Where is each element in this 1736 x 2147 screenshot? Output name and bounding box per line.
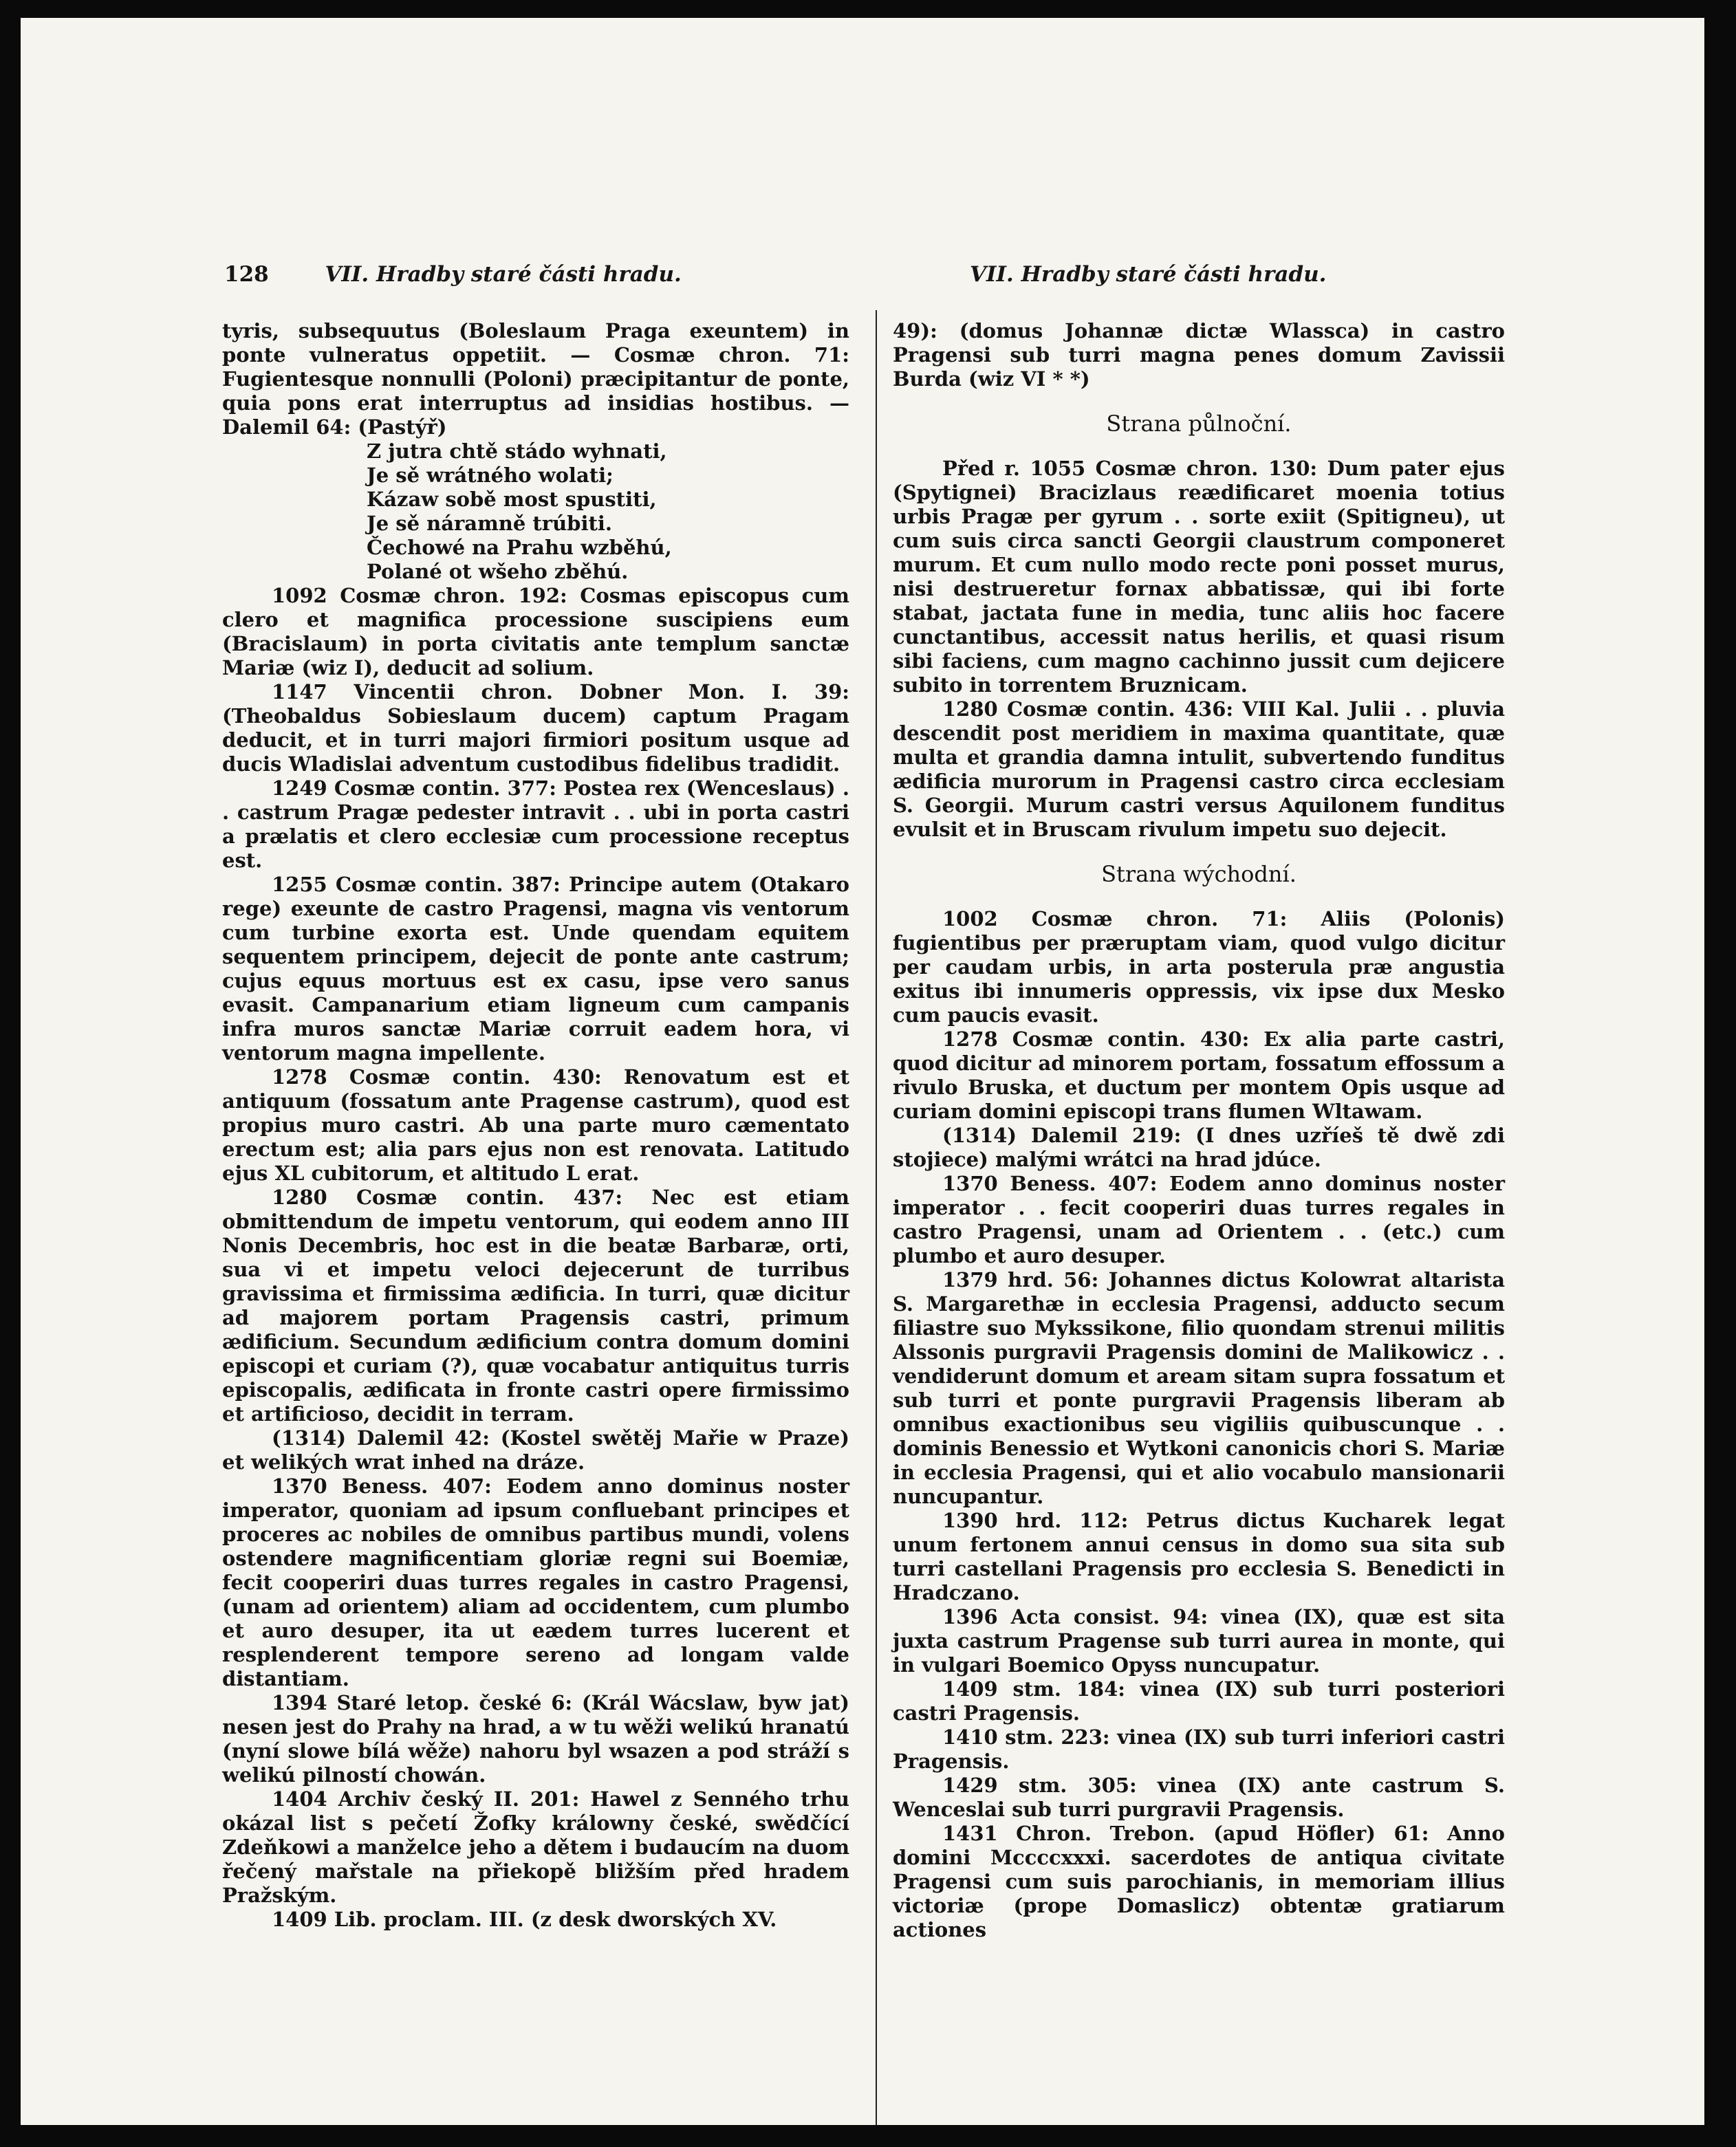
paragraph: (1314) Dalemil 42: (Kostel swětěj Mařie w Praze) et welikých wrat inhed na dráze.	[222, 1426, 849, 1474]
verse-line: Je sě náramně trúbiti.	[367, 512, 612, 535]
paragraph: 1404 Archiv český II. 201: Hawel z Senného trhu okázal list s pečetí Žofky králowny české, swědčící Zdeňkowi a manželce jeho a dětem i budaucím na duom řečený mařstale na přiekopě bližším před hradem Pražským.	[222, 1787, 849, 1907]
column-divider	[876, 310, 877, 2125]
paragraph: 1280 Cosmæ contin. 436: VIII Kal. Julii . . pluvia descendit post meridiem in maxima quantitate, quæ multa et grandia damna intulit, subvertendo funditus ædificia murorum in Pragensi castro circa ecclesiam S. Georgii. Murum castri versus Aquilonem funditus evulsit et in Bruscam rivulum impetu suo dejecit.	[893, 697, 1505, 841]
verse-block	[367, 439, 849, 584]
paragraph: 1396 Acta consist. 94: vinea (IX), quæ est sita juxta castrum Pragense sub turri aurea in monte, qui in vulgari Boemico Opyss nuncupatur.	[893, 1605, 1505, 1677]
paragraph: 1379 hrd. 56: Johannes dictus Kolowrat altarista S. Margarethæ in ecclesia Pragensi, adducto secum filiastre suo Mykssikone, filio quondam strenui militis Alssonis purgravii Pragensis domini de Malikowicz . . vendiderunt domum et aream sitam supra fossatum et sub turri et ponte purgravii Pragensis liberam ab omnibus exactionibus seu vigiliis quibuscunque . . dominis Benessio et Wytkoni canonicis chori S. Mariæ in ecclesia Pragensi, qui et alio vocabulo mansionarii nuncupantur.	[893, 1268, 1505, 1508]
section-heading-east: Strana wýchodní.	[1101, 861, 1296, 887]
header-title-right: VII. Hradby staré části hradu.	[970, 262, 1327, 287]
paragraph: 1278 Cosmæ contin. 430: Ex alia parte castri, quod dicitur ad minorem portam, fossatum effossum a rivulo Bruska, et ductum per montem Opis usque ad curiam domini episcopi trans flumen Wltawam.	[893, 1027, 1505, 1123]
paragraph: 1429 stm. 305: vinea (IX) ante castrum S. Wenceslai sub turri purgravii Pragensis.	[893, 1774, 1505, 1821]
page-number: 128	[224, 262, 269, 287]
paragraph: 1394 Staré letop. české 6: (Král Wácslaw, byw jat) nesen jest do Prahy na hrad, a w tu wěži welikú hranatú (nyní slowe bílá wěže) nahoru byl wsazen a pod stráží s welikú pilností chowán.	[222, 1691, 849, 1787]
paragraph: Před r. 1055 Cosmæ chron. 130: Dum pater ejus (Spytignei) Bracizlaus reædificaret moenia totius urbis Pragæ per gyrum . . sorte exiit (Spitigneu), ut cum suis circa sancti Georgii claustrum componeret murum. Et cum nullo modo recte poni posset murus, nisi destrueretur fornax abbatissæ, qui ibi forte stabat, jactata fune in media, tunc aliis hoc facere cunctantibus, accessit natus herilis, et quasi risum sibi faciens, cum magno cachinno jussit cum dejicere subito in torrentem Bruznicam.	[893, 457, 1505, 697]
section-heading-north: Strana půlnoční.	[1106, 411, 1292, 437]
paragraph: (1314) Dalemil 219: (I dnes uzříeš tě dwě zdi stojiece) malými wrátci na hrad jdúce.	[893, 1124, 1505, 1171]
running-header-right	[970, 262, 1326, 287]
verse-line: Čechowé na Prahu wzběhú,	[367, 536, 672, 559]
verse-line: Kázaw sobě most spustiti,	[367, 488, 657, 511]
left-column	[222, 319, 849, 1932]
paragraph: 1092 Cosmæ chron. 192: Cosmas episcopus cum clero et magnifica processione suscipiens eum (Bracislaum) in porta civitatis ante templum sanctæ Mariæ (wiz I), deducit ad solium.	[222, 584, 849, 679]
verse-line: Je sě wrátného wolati;	[367, 464, 614, 487]
verse-line: Z jutra chtě stádo wyhnati,	[367, 439, 667, 463]
paragraph: 1370 Beness. 407: Eodem anno dominus noster imperator . . fecit cooperiri duas turres regales in castro Pragensi, unam ad Orientem . . (etc.) cum plumbo et auro desuper.	[893, 1172, 1505, 1267]
running-header-left	[224, 262, 682, 287]
paragraph: 1280 Cosmæ contin. 437: Nec est etiam obmittendum de impetu ventorum, qui eodem anno III Nonis Decembris, hoc est in die beatæ Barbaræ, orti, sua vi et impetu veloci dejecerunt de turribus gravissima et firmissima ædificia. In turri, quæ dicitur ad majorem portam Pragensis castri, primum ædificium. Secundum ædificium contra domum domini episcopi et curiam (?), quæ vocabatur antiquitus turris episcopalis, ædificata in fronte castri opere firmissimo et artificioso, decidit in terram.	[222, 1186, 849, 1426]
paragraph: 1249 Cosmæ contin. 377: Postea rex (Wenceslaus) . . castrum Pragæ pedester intravit . . ubi in porta castri a prælatis et clero ecclesiæ cum processione receptus est.	[222, 776, 849, 872]
paragraph: 1390 hrd. 112: Petrus dictus Kucharek legat unum fertonem annui census in domo sua sita sub turri castellani Pragensis pro ecclesia S. Benedicti in Hradczano.	[893, 1509, 1505, 1604]
verse-line: Polané ot wšeho zběhú.	[367, 560, 629, 583]
right-column	[893, 319, 1505, 1942]
paragraph: 1278 Cosmæ contin. 430: Renovatum est et antiquum (fossatum ante Pragense castrum), quod est propius muro castri. Ab una parte muro cæmentato erectum est; alia pars ejus non est renovata. Latitudo ejus XL cubitorum, et altitudo L erat.	[222, 1065, 849, 1185]
paragraph: 1147 Vincentii chron. Dobner Mon. I. 39: (Theobaldus Sobieslaum ducem) captum Pragam deducit, et in turri majori firmiori positum usque ad ducis Wladislai adventum custodibus fidelibus tradidit.	[222, 680, 849, 776]
paragraph: 1409 Lib. proclam. III. (z desk dworských XV.	[272, 1908, 777, 1931]
scanned-page	[21, 18, 1704, 2125]
paragraph: 1255 Cosmæ contin. 387: Principe autem (Otakaro rege) exeunte de castro Pragensi, magna vis ventorum cum turbine exorta est. Unde quendam equitem sequentem principem, dejecit de ponte ante castrum; cujus equus mortuus est ex casu, ipse vero sanus evasit. Campanarium etiam ligneum cum campanis infra muros sanctæ Mariæ corruit eadem hora, vi ventorum magna impellente.	[222, 873, 849, 1065]
paragraph: 1409 stm. 184: vinea (IX) sub turri posteriori castri Pragensis.	[893, 1677, 1505, 1725]
header-title-left: VII. Hradby staré části hradu.	[325, 262, 682, 287]
paragraph: 1370 Beness. 407: Eodem anno dominus noster imperator, quoniam ad ipsum confluebant principes et proceres ac nobiles de omnibus partibus mundi, volens ostendere magnificentiam gloriæ regni sui Boemiæ, fecit cooperiri duas turres regales in castro Pragensi, (unam ad orientem) aliam ad occidentem, cum plumbo et auro desuper, ita ut eædem turres lucerent et resplenderent tempore sereno ad longam valde distantiam.	[222, 1474, 849, 1690]
paragraph: 1431 Chron. Trebon. (apud Höfler) 61: Anno domini Mccccxxxi. sacerdotes de antiqua civitate Pragensi cum suis parochianis, in memoriam illius victoriæ (prope Domaslicz) obtentæ gratiarum actiones	[893, 1822, 1505, 1941]
paragraph: 1410 stm. 223: vinea (IX) sub turri inferiori castri Pragensis.	[893, 1725, 1505, 1773]
paragraph: tyris, subsequutus (Boleslaum Praga exeuntem) in ponte vulneratus oppetiit. — Cosmæ chron. 71: Fugientesque nonnulli (Poloni) præcipitantur de ponte, quia pons erat interruptus ad insidias hostibus. — Dalemil 64: (Pastýř)	[222, 319, 849, 439]
paragraph: 49): (domus Johannæ dictæ Wlassca) in castro Pragensi sub turri magna penes domum Zavissii Burda (wiz VI * *)	[893, 319, 1505, 391]
paragraph: 1002 Cosmæ chron. 71: Aliis (Polonis) fugientibus per præruptam viam, quod vulgo dicitur per caudam urbis, in arta posterula præ angustia exitus ibi innumeris oppressis, vix ipse dux Mesko cum paucis evasit.	[893, 907, 1505, 1027]
